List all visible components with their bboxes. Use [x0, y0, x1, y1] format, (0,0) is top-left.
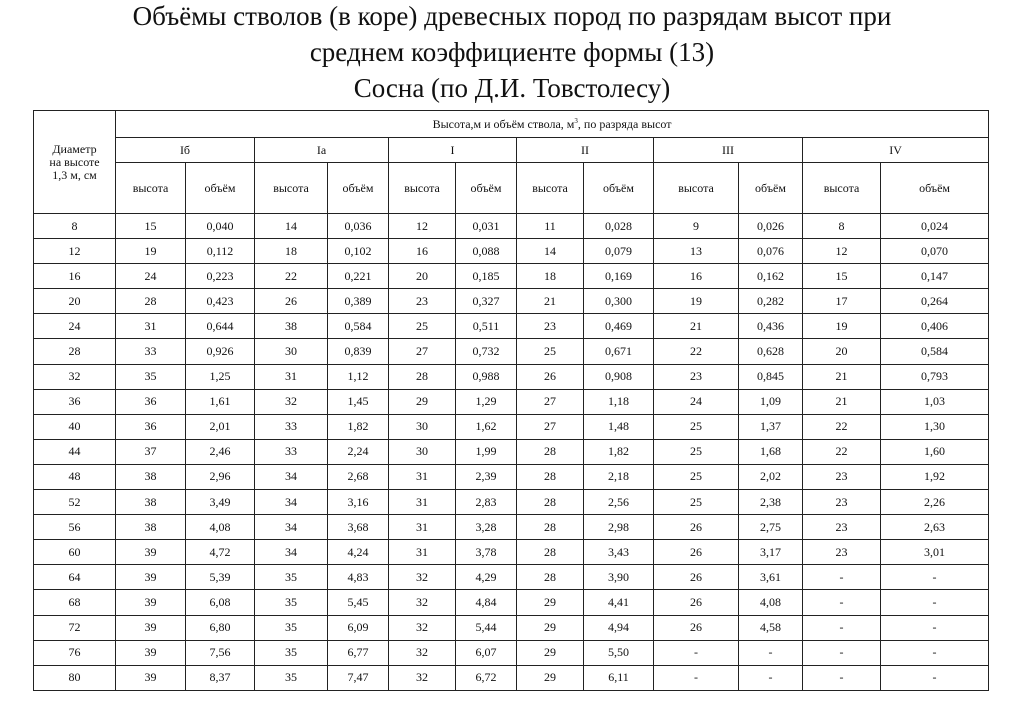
volume-cell: 0,793 — [881, 364, 989, 389]
volume-cell: 0,102 — [328, 239, 389, 264]
volume-cell: 0,628 — [739, 339, 803, 364]
height-cell: 35 — [255, 665, 328, 690]
subheader-volume: объём — [739, 163, 803, 214]
subheader-volume: объём — [186, 163, 255, 214]
height-cell: 28 — [517, 464, 584, 489]
height-cell: 27 — [389, 339, 456, 364]
height-cell: 32 — [389, 665, 456, 690]
volume-cell: 2,02 — [739, 464, 803, 489]
volume-cell: 3,43 — [584, 540, 654, 565]
height-cell: 26 — [654, 515, 739, 540]
volume-cell: 4,58 — [739, 615, 803, 640]
volume-cell: 1,37 — [739, 414, 803, 439]
volume-cell: - — [881, 590, 989, 615]
height-cell: - — [654, 665, 739, 690]
volume-cell: 4,29 — [456, 565, 517, 590]
table-row — [34, 339, 989, 364]
height-cell: 32 — [389, 565, 456, 590]
volume-cell: 0,389 — [328, 289, 389, 314]
subheader-volume: объём — [328, 163, 389, 214]
height-cell: 30 — [389, 439, 456, 464]
grade-header-iii: III — [654, 138, 803, 163]
volume-cell: 1,48 — [584, 414, 654, 439]
height-cell: 33 — [116, 339, 186, 364]
volume-cell: 0,169 — [584, 264, 654, 289]
volume-cell: 1,68 — [739, 439, 803, 464]
subheader-height: высота — [389, 163, 456, 214]
diameter-cell: 68 — [34, 590, 116, 615]
volume-cell: 3,16 — [328, 490, 389, 515]
subheader-height: высота — [116, 163, 186, 214]
height-cell: 36 — [116, 389, 186, 414]
volume-cell: 0,040 — [186, 214, 255, 239]
volume-cell: 1,99 — [456, 439, 517, 464]
volume-cell: 2,01 — [186, 414, 255, 439]
height-cell: 35 — [255, 590, 328, 615]
height-cell: 28 — [389, 364, 456, 389]
volume-cell: 0,076 — [739, 239, 803, 264]
height-cell: 15 — [116, 214, 186, 239]
volume-table — [33, 110, 989, 691]
height-cell: 9 — [654, 214, 739, 239]
height-cell: 39 — [116, 640, 186, 665]
height-cell: 39 — [116, 540, 186, 565]
main-header-text: Высота,м и объём ствола, м — [432, 116, 575, 131]
height-cell: 35 — [255, 640, 328, 665]
height-cell: 25 — [654, 414, 739, 439]
height-cell: 28 — [116, 289, 186, 314]
volume-cell: - — [739, 665, 803, 690]
height-cell: 11 — [517, 214, 584, 239]
volume-cell: 0,070 — [881, 239, 989, 264]
diameter-cell: 64 — [34, 565, 116, 590]
height-cell: 30 — [255, 339, 328, 364]
height-cell: 26 — [654, 565, 739, 590]
height-cell: - — [803, 590, 881, 615]
volume-cell: 2,75 — [739, 515, 803, 540]
height-cell: 14 — [255, 214, 328, 239]
volume-cell: 0,732 — [456, 339, 517, 364]
height-cell: 32 — [255, 389, 328, 414]
volume-cell: 5,44 — [456, 615, 517, 640]
height-cell: 35 — [116, 364, 186, 389]
volume-cell: 3,90 — [584, 565, 654, 590]
height-cell: 26 — [255, 289, 328, 314]
volume-cell: 0,079 — [584, 239, 654, 264]
table-row — [34, 615, 989, 640]
table-row — [34, 389, 989, 414]
table-row — [34, 289, 989, 314]
height-cell: 17 — [803, 289, 881, 314]
volume-cell: 1,82 — [584, 439, 654, 464]
volume-cell: 2,39 — [456, 464, 517, 489]
table-body — [34, 214, 989, 691]
volume-cell: - — [881, 565, 989, 590]
main-header-superscript: 3 — [574, 116, 578, 125]
height-cell: - — [803, 640, 881, 665]
volume-cell: 0,300 — [584, 289, 654, 314]
height-cell: 38 — [116, 515, 186, 540]
height-cell: 19 — [803, 314, 881, 339]
volume-cell: 0,845 — [739, 364, 803, 389]
grade-header-iv: IV — [803, 138, 989, 163]
height-cell: 22 — [803, 414, 881, 439]
volume-cell: 0,469 — [584, 314, 654, 339]
height-cell: 23 — [654, 364, 739, 389]
height-cell: 16 — [654, 264, 739, 289]
table-row — [34, 264, 989, 289]
height-cell: 22 — [803, 439, 881, 464]
volume-cell: 3,49 — [186, 490, 255, 515]
height-cell: 38 — [255, 314, 328, 339]
volume-cell: 1,30 — [881, 414, 989, 439]
height-cell: - — [803, 615, 881, 640]
volume-cell: 3,28 — [456, 515, 517, 540]
height-cell: 35 — [255, 565, 328, 590]
diameter-cell: 60 — [34, 540, 116, 565]
volume-cell: - — [881, 640, 989, 665]
volume-cell: 0,988 — [456, 364, 517, 389]
height-cell: 29 — [517, 640, 584, 665]
height-cell: 15 — [803, 264, 881, 289]
diameter-header-line-3: 1,3 м, см — [52, 167, 97, 182]
diameter-cell: 20 — [34, 289, 116, 314]
volume-cell: 1,25 — [186, 364, 255, 389]
volume-cell: 2,38 — [739, 490, 803, 515]
height-cell: 25 — [389, 314, 456, 339]
volume-cell: 0,644 — [186, 314, 255, 339]
volume-cell: 6,09 — [328, 615, 389, 640]
height-cell: - — [803, 665, 881, 690]
height-cell: 38 — [116, 464, 186, 489]
height-cell: 26 — [654, 540, 739, 565]
height-cell: 26 — [654, 615, 739, 640]
diameter-cell: 76 — [34, 640, 116, 665]
volume-cell: 5,39 — [186, 565, 255, 590]
volume-cell: 1,29 — [456, 389, 517, 414]
height-cell: 26 — [517, 364, 584, 389]
diameter-cell: 52 — [34, 490, 116, 515]
subheader-volume: объём — [881, 163, 989, 214]
diameter-cell: 72 — [34, 615, 116, 640]
volume-cell: 7,56 — [186, 640, 255, 665]
height-cell: 34 — [255, 464, 328, 489]
volume-cell: 2,96 — [186, 464, 255, 489]
subheader-height: высота — [803, 163, 881, 214]
height-cell: 19 — [116, 239, 186, 264]
height-cell: 19 — [654, 289, 739, 314]
volume-cell: 5,45 — [328, 590, 389, 615]
title-line-3: Сосна (по Д.И. Товстолесу) — [353, 73, 671, 103]
height-cell: 21 — [517, 289, 584, 314]
height-cell: 34 — [255, 490, 328, 515]
height-cell: 20 — [389, 264, 456, 289]
diameter-cell: 32 — [34, 364, 116, 389]
volume-cell: 0,423 — [186, 289, 255, 314]
volume-cell: 4,84 — [456, 590, 517, 615]
table-row — [34, 214, 989, 239]
volume-cell: 2,68 — [328, 464, 389, 489]
table-row — [34, 464, 989, 489]
volume-cell: 0,584 — [328, 314, 389, 339]
title-line-1: Объёмы стволов (в коре) древесных пород по разрядам высот при — [132, 1, 892, 31]
height-cell: 16 — [389, 239, 456, 264]
volume-cell: 7,47 — [328, 665, 389, 690]
volume-cell: 3,61 — [739, 565, 803, 590]
volume-cell: 1,82 — [328, 414, 389, 439]
height-cell: 31 — [389, 464, 456, 489]
volume-cell: - — [739, 640, 803, 665]
volume-cell: 6,07 — [456, 640, 517, 665]
volume-cell: 1,45 — [328, 389, 389, 414]
table-row — [34, 565, 989, 590]
table-row — [34, 540, 989, 565]
height-cell: 36 — [116, 414, 186, 439]
page-title — [0, 0, 1024, 106]
volume-cell: 0,671 — [584, 339, 654, 364]
volume-cell: 0,327 — [456, 289, 517, 314]
height-cell: 33 — [255, 439, 328, 464]
volume-cell: 4,08 — [739, 590, 803, 615]
diameter-cell: 8 — [34, 214, 116, 239]
volume-cell: 4,72 — [186, 540, 255, 565]
volume-cell: 1,03 — [881, 389, 989, 414]
volume-cell: 3,17 — [739, 540, 803, 565]
grade-header-ii: II — [517, 138, 654, 163]
height-cell: - — [803, 565, 881, 590]
diameter-cell: 44 — [34, 439, 116, 464]
volume-cell: 3,01 — [881, 540, 989, 565]
volume-cell: 6,11 — [584, 665, 654, 690]
height-cell: 39 — [116, 615, 186, 640]
height-cell: 31 — [389, 515, 456, 540]
volume-cell: 1,18 — [584, 389, 654, 414]
volume-cell: 0,926 — [186, 339, 255, 364]
volume-cell: 0,024 — [881, 214, 989, 239]
subheader-height: высота — [654, 163, 739, 214]
volume-cell: 6,77 — [328, 640, 389, 665]
diameter-cell: 40 — [34, 414, 116, 439]
height-cell: 31 — [255, 364, 328, 389]
diameter-cell: 48 — [34, 464, 116, 489]
height-cell: 22 — [255, 264, 328, 289]
height-cell: 39 — [116, 665, 186, 690]
table-row — [34, 590, 989, 615]
volume-cell: 0,036 — [328, 214, 389, 239]
height-cell: 32 — [389, 590, 456, 615]
subheader-volume: объём — [584, 163, 654, 214]
height-cell: 34 — [255, 540, 328, 565]
volume-cell: 0,031 — [456, 214, 517, 239]
volume-cell: 0,162 — [739, 264, 803, 289]
height-cell: 23 — [517, 314, 584, 339]
volume-cell: - — [881, 615, 989, 640]
diameter-cell: 24 — [34, 314, 116, 339]
table-row — [34, 490, 989, 515]
volume-cell: 2,46 — [186, 439, 255, 464]
height-cell: 20 — [803, 339, 881, 364]
volume-cell: 3,78 — [456, 540, 517, 565]
subheader-height: высота — [517, 163, 584, 214]
table-row — [34, 665, 989, 690]
volume-cell: 2,56 — [584, 490, 654, 515]
height-cell: 24 — [116, 264, 186, 289]
height-cell: 22 — [654, 339, 739, 364]
volume-cell: 6,08 — [186, 590, 255, 615]
diameter-cell: 80 — [34, 665, 116, 690]
height-cell: 27 — [517, 414, 584, 439]
height-cell: 8 — [803, 214, 881, 239]
height-cell: 29 — [389, 389, 456, 414]
table-row — [34, 439, 989, 464]
height-cell: 13 — [654, 239, 739, 264]
height-cell: 25 — [517, 339, 584, 364]
volume-cell: 4,83 — [328, 565, 389, 590]
height-cell: 23 — [803, 540, 881, 565]
volume-cell: 0,185 — [456, 264, 517, 289]
diameter-cell: 16 — [34, 264, 116, 289]
volume-cell: 0,026 — [739, 214, 803, 239]
volume-cell: 1,62 — [456, 414, 517, 439]
volume-cell: 2,98 — [584, 515, 654, 540]
volume-cell: 0,028 — [584, 214, 654, 239]
volume-cell: 0,511 — [456, 314, 517, 339]
height-cell: 33 — [255, 414, 328, 439]
height-cell: 23 — [803, 515, 881, 540]
volume-cell: 2,26 — [881, 490, 989, 515]
height-cell: 25 — [654, 439, 739, 464]
volume-cell: 0,112 — [186, 239, 255, 264]
height-cell: 21 — [803, 364, 881, 389]
volume-cell: 6,72 — [456, 665, 517, 690]
volume-cell: 0,406 — [881, 314, 989, 339]
height-cell: 37 — [116, 439, 186, 464]
height-cell: 28 — [517, 439, 584, 464]
diameter-cell: 36 — [34, 389, 116, 414]
volume-cell: 0,436 — [739, 314, 803, 339]
height-cell: 28 — [517, 490, 584, 515]
volume-cell: 0,839 — [328, 339, 389, 364]
height-cell: 12 — [389, 214, 456, 239]
volume-cell: 4,08 — [186, 515, 255, 540]
height-cell: 23 — [803, 464, 881, 489]
height-cell: 39 — [116, 565, 186, 590]
volume-cell: 2,24 — [328, 439, 389, 464]
height-cell: 18 — [517, 264, 584, 289]
volume-cell: 0,223 — [186, 264, 255, 289]
volume-cell: 5,50 — [584, 640, 654, 665]
height-cell: 21 — [803, 389, 881, 414]
volume-cell: 2,63 — [881, 515, 989, 540]
volume-cell: 1,92 — [881, 464, 989, 489]
diameter-cell: 56 — [34, 515, 116, 540]
volume-cell: 0,908 — [584, 364, 654, 389]
height-cell: 28 — [517, 565, 584, 590]
height-cell: 12 — [803, 239, 881, 264]
diameter-header-line-2: на высоте — [49, 154, 100, 169]
subheader-height: высота — [255, 163, 328, 214]
height-cell: 21 — [654, 314, 739, 339]
height-cell: - — [654, 640, 739, 665]
height-cell: 29 — [517, 615, 584, 640]
height-cell: 31 — [116, 314, 186, 339]
height-cell: 28 — [517, 515, 584, 540]
table-row — [34, 314, 989, 339]
height-cell: 31 — [389, 540, 456, 565]
height-cell: 32 — [389, 615, 456, 640]
height-cell: 28 — [517, 540, 584, 565]
height-cell: 24 — [654, 389, 739, 414]
volume-cell: 1,60 — [881, 439, 989, 464]
volume-cell: 4,94 — [584, 615, 654, 640]
volume-cell: - — [881, 665, 989, 690]
diameter-cell: 28 — [34, 339, 116, 364]
diameter-cell: 12 — [34, 239, 116, 264]
height-cell: 32 — [389, 640, 456, 665]
volume-cell: 2,18 — [584, 464, 654, 489]
volume-cell: 0,221 — [328, 264, 389, 289]
height-cell: 39 — [116, 590, 186, 615]
title-line-2: среднем коэффициенте формы (13) — [309, 37, 715, 67]
volume-cell: 0,264 — [881, 289, 989, 314]
height-cell: 35 — [255, 615, 328, 640]
grade-header-ia: Iа — [255, 138, 389, 163]
main-header-suffix: , по разряда высот — [577, 116, 672, 131]
height-cell: 25 — [654, 464, 739, 489]
height-cell: 23 — [389, 289, 456, 314]
grade-header-i: I — [389, 138, 517, 163]
volume-cell: 0,584 — [881, 339, 989, 364]
height-cell: 29 — [517, 665, 584, 690]
volume-cell: 2,83 — [456, 490, 517, 515]
diameter-header-line-1: Диаметр — [52, 141, 97, 156]
volume-cell: 0,088 — [456, 239, 517, 264]
volume-cell: 8,37 — [186, 665, 255, 690]
volume-cell: 1,61 — [186, 389, 255, 414]
height-cell: 38 — [116, 490, 186, 515]
volume-cell: 0,282 — [739, 289, 803, 314]
table-row — [34, 640, 989, 665]
volume-cell: 6,80 — [186, 615, 255, 640]
diameter-header — [34, 111, 116, 214]
subheader-volume: объём — [456, 163, 517, 214]
table-row — [34, 239, 989, 264]
height-cell: 26 — [654, 590, 739, 615]
volume-cell: 0,147 — [881, 264, 989, 289]
volume-cell: 4,41 — [584, 590, 654, 615]
height-cell: 31 — [389, 490, 456, 515]
table-row — [34, 515, 989, 540]
volume-cell: 1,12 — [328, 364, 389, 389]
table-row — [34, 414, 989, 439]
height-cell: 14 — [517, 239, 584, 264]
volume-cell: 4,24 — [328, 540, 389, 565]
height-cell: 23 — [803, 490, 881, 515]
grade-header-ib: Iб — [116, 138, 255, 163]
height-cell: 34 — [255, 515, 328, 540]
height-cell: 29 — [517, 590, 584, 615]
height-cell: 25 — [654, 490, 739, 515]
height-cell: 18 — [255, 239, 328, 264]
table-row — [34, 364, 989, 389]
height-cell: 27 — [517, 389, 584, 414]
volume-cell: 3,68 — [328, 515, 389, 540]
height-cell: 30 — [389, 414, 456, 439]
volume-cell: 1,09 — [739, 389, 803, 414]
main-header — [116, 111, 989, 138]
